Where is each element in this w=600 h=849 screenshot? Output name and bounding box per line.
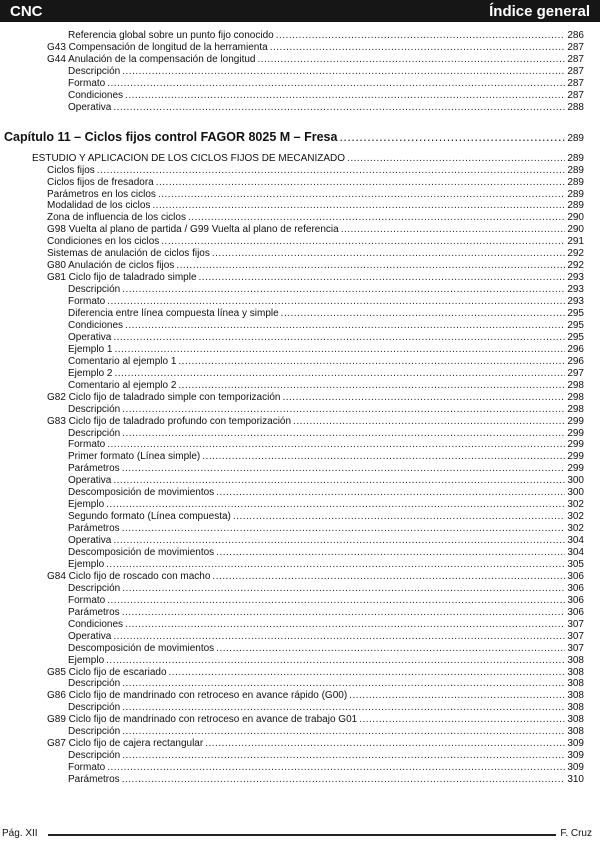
- toc-entry-page: 299: [567, 415, 584, 427]
- toc-entry-title: Capítulo 11 – Ciclos fijos control FAGOR 8025 M – Fresa: [4, 129, 338, 144]
- toc-entry-title: Segundo formato (Línea compuesta): [68, 511, 231, 523]
- toc-entry[interactable]: [68, 332, 584, 344]
- toc-entry-title: Formato: [68, 439, 106, 451]
- dot-leader: [125, 619, 565, 631]
- toc-entry[interactable]: [68, 368, 584, 380]
- toc-entry-page: 310: [567, 774, 584, 786]
- toc-entry[interactable]: [68, 607, 584, 619]
- toc-entry-title: Sistemas de anulación de ciclos fijos: [47, 248, 210, 260]
- toc-entry[interactable]: [68, 595, 584, 607]
- toc-entry[interactable]: [68, 296, 584, 308]
- toc-entry-page: 290: [567, 212, 584, 224]
- dot-leader: [122, 463, 566, 475]
- toc-entry[interactable]: [68, 428, 584, 440]
- toc-entry-page: 289: [567, 132, 584, 144]
- toc-entry-title: Descripción: [68, 702, 121, 714]
- toc-entry-title: Formato: [68, 77, 106, 89]
- toc-entry-page: 308: [567, 702, 584, 714]
- toc-entry-page: 302: [567, 511, 584, 523]
- dot-leader: [341, 224, 566, 236]
- toc-entry-title: Ejemplo: [68, 654, 105, 666]
- toc-entry-title: Operativa: [68, 475, 112, 487]
- toc-entry-page: 299: [567, 463, 584, 475]
- toc-entry[interactable]: [47, 667, 584, 679]
- toc-entry-title: Operativa: [68, 331, 112, 343]
- toc-entry-page: 293: [567, 284, 584, 296]
- toc-entry-page: 289: [567, 152, 584, 164]
- toc-entry[interactable]: [68, 762, 584, 774]
- toc-entry[interactable]: [68, 583, 584, 595]
- toc-entry[interactable]: [68, 643, 584, 655]
- toc-entry[interactable]: [68, 102, 584, 114]
- toc-entry-title: G81 Ciclo fijo de taladrado simple: [47, 272, 197, 284]
- toc-entry-page: 300: [567, 475, 584, 487]
- toc-entry-title: Referencia global sobre un punto fijo conocido: [68, 30, 274, 41]
- toc-entry[interactable]: [68, 559, 584, 571]
- toc-entry-title: G82 Ciclo fijo de taladrado simple con temporización: [47, 391, 281, 403]
- chapter-heading[interactable]: [4, 130, 584, 146]
- dot-leader: [106, 559, 565, 571]
- toc-entry[interactable]: [68, 90, 584, 102]
- toc-entry[interactable]: [68, 320, 584, 332]
- toc-entry-page: 287: [567, 41, 584, 53]
- dot-leader: [125, 320, 565, 332]
- toc-entry[interactable]: [47, 248, 584, 260]
- toc-entry-page: 300: [567, 487, 584, 499]
- dot-leader: [178, 380, 565, 392]
- toc-entry-title: Condiciones en los ciclos: [47, 236, 160, 248]
- toc-entry[interactable]: [68, 475, 584, 487]
- dot-leader: [113, 475, 565, 487]
- toc-entry[interactable]: [47, 571, 584, 583]
- toc-entry-page: 289: [567, 176, 584, 188]
- toc-entry-page: 292: [567, 260, 584, 272]
- toc-entry-title: Parámetros: [68, 523, 120, 535]
- dot-leader: [97, 165, 566, 177]
- toc-entry-page: 302: [567, 523, 584, 535]
- dot-leader: [176, 260, 565, 272]
- dot-leader: [106, 499, 565, 511]
- dot-leader: [188, 212, 565, 224]
- toc-entry[interactable]: [68, 726, 584, 738]
- toc-entry-title: G43 Compensación de longitud de la herramienta: [47, 41, 268, 53]
- toc-entry-page: 298: [567, 379, 584, 391]
- toc-entry-title: Descomposición de movimientos: [68, 547, 215, 558]
- toc-entry-page: 306: [567, 606, 584, 618]
- toc-entry-page: 309: [567, 738, 584, 750]
- toc-entry[interactable]: [68, 439, 584, 451]
- toc-entry-page: 288: [567, 101, 584, 113]
- toc-entry-title: Descripción: [68, 750, 121, 762]
- toc-entry-page: 289: [567, 188, 584, 200]
- toc-entry-page: 293: [567, 296, 584, 308]
- toc-entry-page: 304: [567, 547, 584, 558]
- dot-leader: [125, 90, 565, 102]
- toc-entry[interactable]: [47, 714, 584, 726]
- toc-entry-page: 289: [567, 164, 584, 176]
- toc-entry[interactable]: [47, 392, 584, 404]
- toc-entry[interactable]: [68, 511, 584, 523]
- toc-entry-title: Descripción: [68, 582, 121, 594]
- toc-entry-page: 296: [567, 343, 584, 355]
- toc-entry-page: 295: [567, 331, 584, 343]
- toc-entry[interactable]: [47, 416, 584, 428]
- toc-entry-page: 299: [567, 427, 584, 439]
- toc-entry-title: Parámetros: [68, 463, 120, 475]
- footer-page-number: Pág. XII: [2, 828, 38, 839]
- dot-leader: [122, 404, 565, 416]
- toc-entry-title: Zona de influencia de los ciclos: [47, 212, 186, 224]
- toc-entry[interactable]: [47, 54, 584, 66]
- dot-leader: [199, 272, 566, 284]
- toc-entry-title: Modalidad de los ciclos: [47, 200, 151, 212]
- toc-entry-title: Formato: [68, 296, 106, 308]
- dot-leader: [122, 750, 565, 762]
- toc-entry[interactable]: [68, 619, 584, 631]
- toc-entry-title: Descripción: [68, 65, 121, 77]
- toc-entry[interactable]: [68, 499, 584, 511]
- toc-entry-title: Descomposición de movimientos: [68, 642, 215, 654]
- toc-entry[interactable]: [47, 272, 584, 284]
- dot-leader: [107, 78, 565, 90]
- toc-entry-title: Operativa: [68, 630, 112, 642]
- toc-entry-title: G87 Ciclo fijo de cajera rectangular: [47, 738, 204, 750]
- toc-entry[interactable]: [68, 523, 584, 535]
- dot-leader: [212, 571, 565, 583]
- toc-entry-title: Ciclos fijos: [47, 164, 95, 176]
- dot-leader: [122, 702, 565, 714]
- toc-entry-title: G98 Vuelta al plano de partida / G99 Vuelta al plano de referencia: [47, 224, 339, 236]
- dot-leader: [113, 102, 565, 114]
- dot-leader: [107, 296, 565, 308]
- footer-rule: [48, 834, 556, 836]
- toc-entry-title: Formato: [68, 594, 106, 606]
- toc-entry[interactable]: [68, 774, 584, 786]
- dot-leader: [347, 153, 565, 165]
- toc-entry-page: 289: [567, 200, 584, 212]
- dot-leader: [178, 356, 565, 368]
- toc-entry-title: Parámetros: [68, 606, 120, 618]
- dot-leader: [122, 428, 565, 440]
- header-bar: [0, 0, 600, 22]
- toc-entry[interactable]: [68, 356, 584, 368]
- toc-entry-title: Condiciones: [68, 89, 124, 101]
- dot-leader: [114, 368, 565, 380]
- toc-entry[interactable]: [32, 153, 584, 165]
- toc-entry-title: Condiciones: [68, 319, 124, 331]
- dot-leader: [202, 451, 565, 463]
- toc-entry[interactable]: [47, 165, 584, 177]
- dot-leader: [122, 284, 565, 296]
- dot-leader: [216, 547, 565, 559]
- toc-entry-page: 308: [567, 666, 584, 678]
- toc-entry-title: Descripción: [68, 726, 121, 738]
- toc-entry-page: 306: [567, 582, 584, 594]
- toc-entry-page: 308: [567, 714, 584, 726]
- toc-entry[interactable]: [47, 42, 584, 54]
- toc-entry-page: 290: [567, 224, 584, 236]
- dot-leader: [233, 511, 565, 523]
- toc-entry[interactable]: [47, 177, 584, 189]
- toc-entry-title: Ejemplo 1: [68, 343, 113, 355]
- dot-leader: [122, 607, 566, 619]
- toc-entry-page: 287: [567, 53, 584, 65]
- footer-author: F. Cruz: [560, 828, 592, 839]
- toc-entry-page: 296: [567, 355, 584, 367]
- toc-entry-title: Ciclos fijos de fresadora: [47, 176, 154, 188]
- dot-leader: [205, 738, 565, 750]
- toc-entry[interactable]: [68, 451, 584, 463]
- toc-entry-title: Condiciones: [68, 618, 124, 630]
- toc-entry-page: 309: [567, 750, 584, 762]
- toc-entry-title: Primer formato (Línea simple): [68, 451, 201, 463]
- toc-entry-page: 308: [567, 690, 584, 702]
- dot-leader: [122, 523, 566, 535]
- dot-leader: [122, 583, 565, 595]
- dot-leader: [122, 726, 565, 738]
- toc-entry-page: 307: [567, 618, 584, 630]
- page-footer: [0, 826, 600, 842]
- toc-entry-title: G84 Ciclo fijo de roscado con macho: [47, 570, 211, 582]
- toc-entry-page: 308: [567, 726, 584, 738]
- toc-entry-title: G83 Ciclo fijo de taladrado profundo con temporización: [47, 415, 292, 427]
- dot-leader: [106, 655, 565, 667]
- toc-entry-title: Ejemplo: [68, 499, 105, 511]
- toc-entry[interactable]: [47, 189, 584, 201]
- dot-leader: [169, 667, 566, 679]
- toc-entry-page: 307: [567, 642, 584, 654]
- toc-entry-title: Ejemplo: [68, 558, 105, 570]
- toc-entry[interactable]: [68, 284, 584, 296]
- header-left-title: CNC: [10, 2, 43, 20]
- toc-entry-title: G86 Ciclo fijo de mandrinado con retroceso en avance rápido (G00): [47, 690, 348, 702]
- toc-entry-title: Formato: [68, 762, 106, 774]
- toc-entry-page: 297: [567, 367, 584, 379]
- toc-entry[interactable]: [68, 547, 584, 559]
- toc-entry[interactable]: [47, 236, 584, 248]
- toc-entry[interactable]: [68, 750, 584, 762]
- dot-leader: [276, 30, 566, 42]
- toc-entry-page: 299: [567, 439, 584, 451]
- toc-entry-title: G85 Ciclo fijo de escariado: [47, 666, 167, 678]
- toc-entry-page: 292: [567, 248, 584, 260]
- dot-leader: [270, 42, 566, 54]
- toc-entry-title: Descripción: [68, 403, 121, 415]
- toc-entry[interactable]: [47, 200, 584, 212]
- toc-entry-title: Comentario al ejemplo 2: [68, 379, 177, 391]
- toc-entry-title: Descripción: [68, 284, 121, 296]
- toc-entry[interactable]: [68, 308, 584, 320]
- dot-leader: [257, 54, 565, 66]
- toc-entry-title: ESTUDIO Y APLICACIÓN DE LOS CICLOS FIJOS DE MECANIZADO: [32, 152, 346, 164]
- toc-entry-title: Descripción: [68, 427, 121, 439]
- dot-leader: [158, 189, 565, 201]
- header-right-title: Índice general: [489, 2, 590, 20]
- toc-entry[interactable]: [68, 463, 584, 475]
- toc-entry[interactable]: [47, 738, 584, 750]
- dot-leader: [161, 236, 565, 248]
- dot-leader: [122, 678, 565, 690]
- dot-leader: [122, 774, 566, 786]
- toc-entry-page: 293: [567, 272, 584, 284]
- toc-entry[interactable]: [68, 678, 584, 690]
- toc-entry[interactable]: [68, 30, 584, 42]
- toc-entry-page: 302: [567, 499, 584, 511]
- toc-entry[interactable]: [47, 224, 584, 236]
- toc-entry-page: 306: [567, 570, 584, 582]
- toc-entry-title: G89 Ciclo fijo de mandrinado con retroceso en avance de trabajo G01: [47, 714, 358, 726]
- toc-entry[interactable]: [68, 487, 584, 499]
- toc-entry-title: G80 Anulación de ciclos fijos: [47, 260, 175, 272]
- toc-entry[interactable]: [68, 344, 584, 356]
- toc-entry[interactable]: [68, 66, 584, 78]
- toc-entry[interactable]: [68, 380, 584, 392]
- dot-leader: [107, 595, 565, 607]
- toc-entry-page: 298: [567, 391, 584, 403]
- dot-leader: [349, 690, 565, 702]
- toc-entry-title: Ejemplo 2: [68, 367, 113, 379]
- toc-entry-page: 308: [567, 654, 584, 666]
- toc-entry[interactable]: [68, 78, 584, 90]
- toc-entry-page: 291: [567, 236, 584, 248]
- dot-leader: [359, 714, 565, 726]
- toc-entry-title: G44 Anulación de la compensación de longitud: [47, 53, 256, 65]
- toc-entry-page: 286: [567, 30, 584, 41]
- toc-entry-title: Operativa: [68, 535, 112, 547]
- dot-leader: [212, 248, 565, 260]
- dot-leader: [107, 762, 565, 774]
- toc-entry-page: 287: [567, 77, 584, 89]
- toc-entry-page: 299: [567, 451, 584, 463]
- toc-entry-title: Descripción: [68, 678, 121, 690]
- dot-leader: [122, 66, 565, 78]
- toc-entry[interactable]: [68, 631, 584, 643]
- toc-entry-title: Comentario al ejemplo 1: [68, 355, 177, 367]
- dot-leader: [152, 200, 565, 212]
- dot-leader: [113, 631, 565, 643]
- toc-entry-page: 298: [567, 403, 584, 415]
- toc-entry-title: Descomposición de movimientos: [68, 487, 215, 499]
- toc-entry[interactable]: [68, 702, 584, 714]
- toc-entry[interactable]: [47, 212, 584, 224]
- toc-entry-page: 287: [567, 89, 584, 101]
- toc-entry[interactable]: [47, 690, 584, 702]
- dot-leader: [107, 439, 565, 451]
- toc-entry[interactable]: [68, 404, 584, 416]
- dot-leader: [114, 344, 565, 356]
- dot-leader: [216, 643, 565, 655]
- toc-entry-page: 306: [567, 594, 584, 606]
- toc-entry[interactable]: [68, 655, 584, 667]
- toc-entry-page: 309: [567, 762, 584, 774]
- toc-entry-page: 308: [567, 678, 584, 690]
- toc-entry-title: Parámetros en los ciclos: [47, 188, 156, 200]
- toc-entry-title: Operativa: [68, 101, 112, 113]
- toc-entry-page: 304: [567, 535, 584, 547]
- dot-leader: [113, 332, 565, 344]
- dot-leader: [156, 177, 566, 189]
- toc-entry[interactable]: [47, 260, 584, 272]
- toc-entry-page: 305: [567, 558, 584, 570]
- dot-leader: [281, 308, 566, 320]
- toc-entry-page: 287: [567, 65, 584, 77]
- dot-leader: [293, 416, 565, 428]
- dot-leader: [216, 487, 565, 499]
- dot-leader: [339, 130, 565, 145]
- toc-entry-page: 295: [567, 319, 584, 331]
- toc-entry-page: 295: [567, 308, 584, 319]
- toc-entry-title: Parámetros: [68, 774, 120, 786]
- dot-leader: [113, 535, 565, 547]
- toc-entry-page: 307: [567, 630, 584, 642]
- dot-leader: [282, 392, 565, 404]
- toc-entry[interactable]: [68, 535, 584, 547]
- toc-entry-title: Diferencia entre línea compuesta línea y simple: [68, 308, 279, 319]
